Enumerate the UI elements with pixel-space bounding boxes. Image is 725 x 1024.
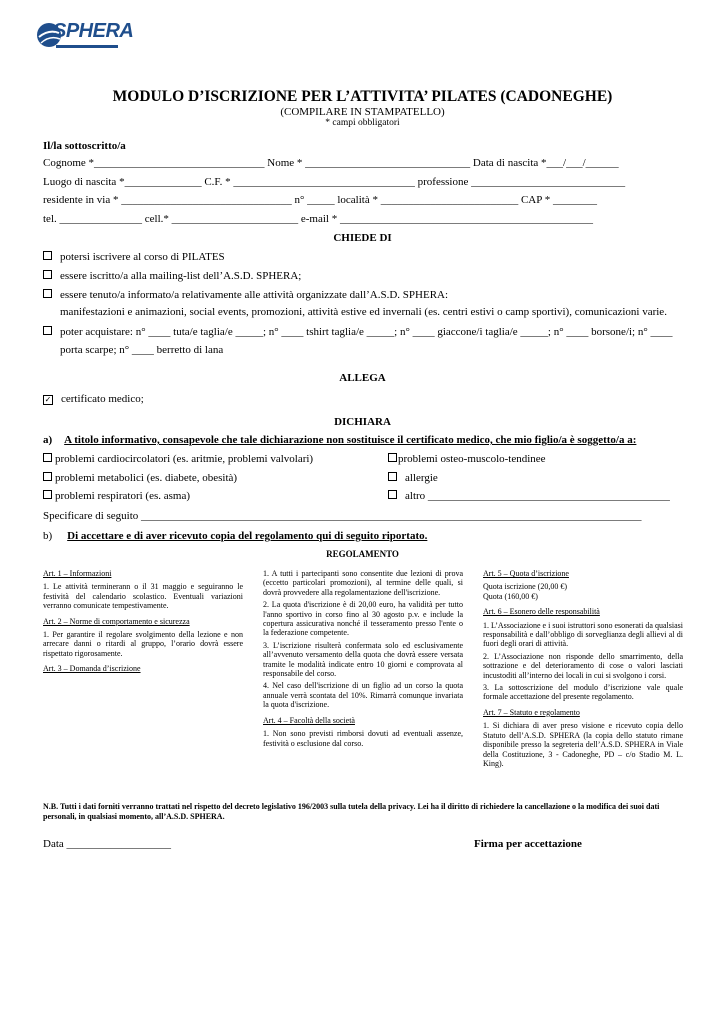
- art7-text: 1. Si dichiara di aver preso visione e ricevuto copia dello Statuto dell’A.S.D. SPHERA (la copia dello statuto rimane disponibile presso la segreteria dell’A.S.D. SPHERA in Viale della Costituzione, 3 - Cadoneghe, PD – c/o Stadio M. L. King).: [483, 721, 683, 768]
- art6-text-1: 1. L’Associazione e i suoi istruttori sono esonerati da qualsiasi responsabilità e dall’obbligo di sorveglianza degli allievi al di fuori degli orari di attività.: [483, 620, 683, 649]
- checkbox[interactable]: [388, 472, 397, 481]
- health-metabolic[interactable]: problemi metabolici (es. diabete, obesità): [43, 472, 237, 484]
- date-field[interactable]: Data ___________________: [43, 838, 172, 850]
- birthplace-line[interactable]: Luogo di nascita *______________ C.F. * _________________________________ professione ____________________________: [43, 176, 626, 188]
- health-other[interactable]: altro ____________________________________________: [388, 490, 670, 502]
- chiede-item-mailing[interactable]: essere iscritto/a alla mailing-list dell’A.S.D. SPHERA;: [43, 270, 301, 282]
- art3-text-2: 2. La quota d'iscrizione è di 20,00 euro, ha validità per tutto l'anno sportivo in corso fino al 30 agosto p.v. e include la copertura assicurativa nonché il tesseramento presso l'ente o la federazione competente.: [263, 600, 463, 638]
- health-respiratory[interactable]: problemi respiratori (es. asma): [43, 490, 190, 502]
- art3-text-3: 3. L’iscrizione risulterà confermata solo ed esclusivamente all’avvenuto versamento della quota che dovrà essere versata tramite le modalità indicate entro 10 giorni e comprovata al responsabile del corso.: [263, 640, 463, 679]
- chiede-item-informed-cont: manifestazioni e animazioni, social events, promozioni, attività estive ed invernali (es. centri estivi o camp sportivi), comunicazioni varie.: [60, 306, 667, 318]
- art1-title: Art. 1 – Informazioni: [43, 569, 112, 578]
- intro-label: Il/la sottoscritto/a: [43, 140, 126, 152]
- art3-title: Art. 3 – Domanda d’iscrizione: [43, 664, 141, 674]
- dichiara-b: b) Di accettare e di aver ricevuto copia del regolamento qui di seguito riportato.: [43, 530, 428, 542]
- checkbox[interactable]: [43, 472, 52, 481]
- art6-text-3: 3. La sottoscrizione del modulo d’iscrizione vale quale formale accettazione del presente regolamento.: [483, 683, 683, 702]
- art4-text: 1. Non sono previsti rimborsi dovuti ad eventuali assenze, festività o esclusione dal corso.: [263, 729, 463, 748]
- art1-text: 1. Le attività terminerann o il 31 maggio e seguiranno le festività del calendario scolastico. Eventuali variazioni verranno comunicate tempestivamente.: [43, 582, 243, 611]
- chiede-item-purchase[interactable]: poter acquistare: n° ____ tuta/e taglia/e _____; n° ____ tshirt taglia/e _____; n° ____ giaccone/i taglia/e _____; n° ____ borsone/i; n° ____: [43, 326, 673, 338]
- signature-label: Firma per accettazione: [474, 838, 582, 850]
- required-note: * campi obbligatori: [325, 118, 400, 128]
- checkbox[interactable]: [43, 289, 52, 298]
- checkbox[interactable]: [388, 490, 397, 499]
- logo-text: SPHERA: [53, 20, 134, 42]
- regolamento-col-1: [43, 569, 243, 678]
- dichiara-a: a) A titolo informativo, consapevole che tale dichiarazione non sostituisce il certificato medico, che mio figlio/a è soggetto/a a:: [43, 434, 637, 446]
- page-subtitle: (COMPILARE IN STAMPATELLO): [280, 106, 445, 118]
- art3-text-1: 1. A tutti i partecipanti sono consentite due lezioni di prova (eccetto particolari promozioni), al termine delle quali, si dovrà provvedere alla regolamentazione dell'iscrizione.: [263, 569, 463, 597]
- art5-line-1: Quota iscrizione (20,00 €): [483, 582, 567, 592]
- address-line[interactable]: residente in via * _______________________________ n° _____ località * _________________________ CAP * ________: [43, 194, 597, 206]
- chiede-heading: CHIEDE DI: [333, 232, 392, 244]
- checkbox[interactable]: [43, 490, 52, 499]
- art2-title: Art. 2 – Norme di comportamento e sicurezza: [43, 616, 190, 626]
- logo-bar: [56, 45, 118, 48]
- health-osteo[interactable]: problemi osteo-muscolo-tendinee: [388, 453, 546, 465]
- allega-heading: ALLEGA: [339, 372, 386, 384]
- allega-item[interactable]: ✓ certificato medico;: [44, 393, 144, 405]
- checkbox[interactable]: [43, 270, 52, 279]
- checkbox[interactable]: [43, 251, 52, 260]
- health-allergies[interactable]: allergie: [388, 472, 438, 484]
- chiede-item-purchase-cont: porta scarpe; n° ____ berretto di lana: [60, 344, 224, 356]
- health-cardio[interactable]: problemi cardiocircolatori (es. aritmie, problemi valvolari): [43, 453, 313, 465]
- art6-title: Art. 6 – Esonero delle responsabilità: [483, 607, 600, 617]
- specify-line[interactable]: Specificare di seguito ___________________________________________________________________________________________: [43, 510, 642, 522]
- regolamento-col-2: [263, 569, 463, 751]
- art2-text: 1. Per garantire il regolare svolgimento della lezione e non arrecare danni o ritardi al gruppo, l’orario dovrà essere rispettato rigorosamente.: [43, 630, 243, 658]
- sphera-logo: [36, 18, 134, 52]
- page-title: MODULO D’ISCRIZIONE PER L’ATTIVITA’ PILATES (CADONEGHE): [112, 88, 613, 105]
- art4-title: Art. 4 – Facoltà della società: [263, 715, 355, 725]
- art6-text-2: 2. L’Associazione non risponde dello smarrimento, della sottrazione e del deterioramento di cose o valori lasciati incustoditi all’interno dei locali in cui si svolgono i corsi.: [483, 651, 683, 680]
- checkbox[interactable]: [388, 453, 397, 462]
- art5-line-2: Quota (160,00 €): [483, 591, 538, 601]
- privacy-note: N.B. Tutti i dati forniti verranno trattati nel rispetto del decreto legislativo 196/2003 sulla tutela della privacy. Lei ha il diritto di richiedere la cancellazione o la modifica dei suoi dati personali, in qualsiasi momento, all’A.S.D. SPHERA.: [43, 802, 660, 821]
- name-line[interactable]: Cognome *_______________________________ Nome * ______________________________ Data di nascita *___/___/______: [43, 157, 619, 169]
- art7-title: Art. 7 – Statuto e regolamento: [483, 707, 580, 717]
- regolamento-heading: REGOLAMENTO: [326, 549, 399, 559]
- chiede-item-informed[interactable]: essere tenuto/a informato/a relativamente alle attività organizzate dall’A.S.D. SPHERA:: [43, 289, 448, 301]
- dichiara-heading: DICHIARA: [334, 416, 391, 428]
- chiede-item-pilates[interactable]: potersi iscrivere al corso di PILATES: [43, 251, 225, 263]
- checkbox[interactable]: [43, 453, 52, 462]
- checkbox[interactable]: [43, 326, 52, 335]
- art5-title: Art. 5 – Quota d’iscrizione: [483, 569, 569, 578]
- tel-label: tel: [43, 213, 54, 225]
- art3-text-4: 4. Nel caso dell'iscrizione di un figlio ad un corso la quota annuale verrà scontata del 10%. Rimarrà comunque invariata la quota d'iscrizione.: [263, 681, 463, 710]
- regolamento-col-3: [483, 569, 683, 771]
- checked-checkbox[interactable]: ✓: [44, 395, 52, 404]
- contact-fields: . _______________ cell.* _______________________ e-mail * ______________________________________________: [54, 213, 593, 225]
- contact-line[interactable]: [43, 213, 593, 225]
